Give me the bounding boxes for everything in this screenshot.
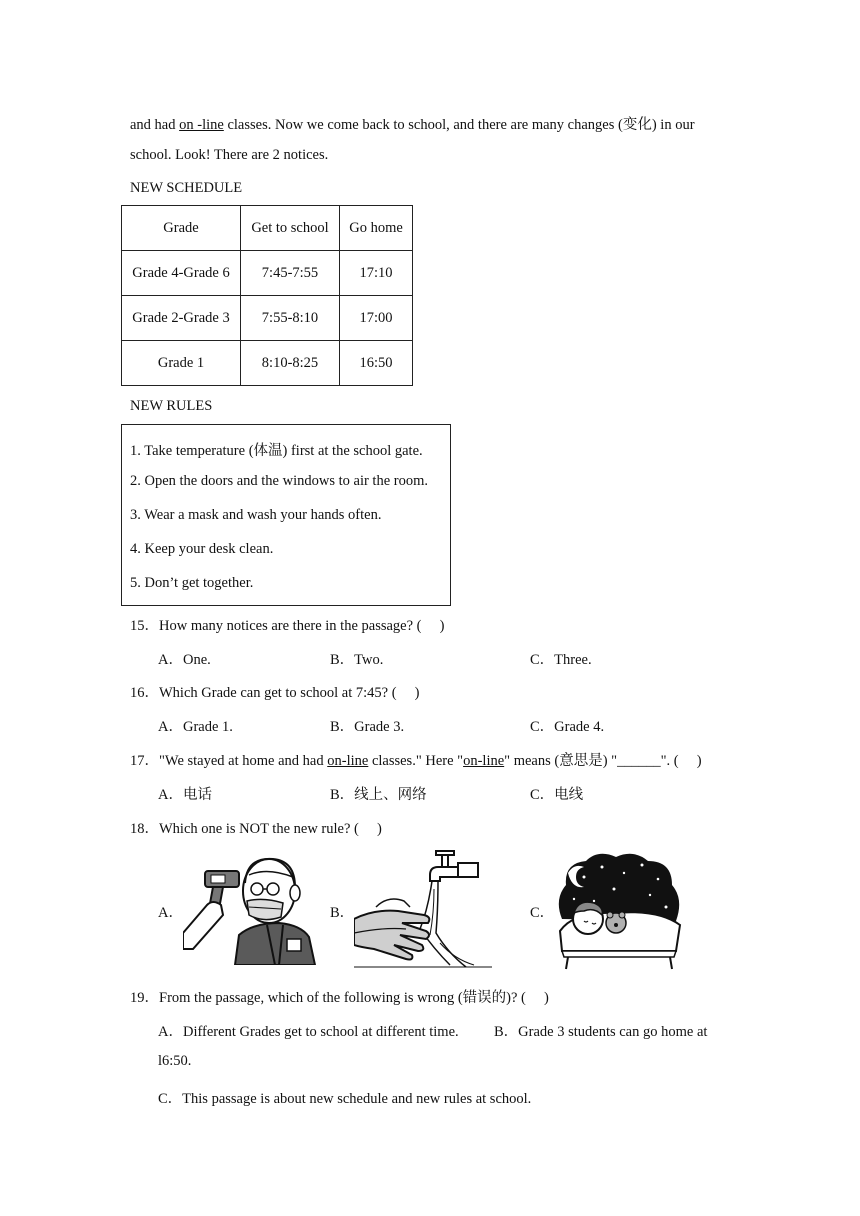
question-17-stem (130, 749, 702, 770)
question-15-option-c: C．Three. (530, 652, 592, 668)
schedule-title: NEW SCHEDULE (130, 180, 243, 196)
question-16-option-a: A．Grade 1. (158, 719, 233, 735)
table-header-cell: Get to school (241, 206, 340, 251)
table-row (122, 341, 413, 386)
table-cell: Grade 2-Grade 3 (122, 296, 241, 341)
sleeping-child-illustration (554, 849, 684, 971)
rule-item: 3. Wear a mask and wash your hands often. (130, 507, 382, 523)
temperature-check-illustration (183, 853, 319, 965)
question-18-option-c: C． (530, 905, 555, 921)
table-cell: 17:00 (340, 296, 413, 341)
table-header-cell: Go home (340, 206, 413, 251)
question-19-option-b-continued: l6:50. (158, 1053, 192, 1069)
table-cell: Grade 1 (122, 341, 241, 386)
rule-item: 4. Keep your desk clean. (130, 541, 274, 557)
rule-item: 1. Take temperature (体温) first at the school gate. (130, 443, 423, 459)
question-15-option-b: B．Two. (330, 652, 384, 668)
underlined-word: on-line (327, 753, 369, 769)
table-cell: 8:10-8:25 (241, 341, 340, 386)
question-18-option-b: B． (330, 905, 355, 921)
rule-item: 5. Don’t get together. (130, 575, 254, 591)
underlined-word: on-line (463, 753, 505, 769)
question-17-option-a: A．电话 (158, 787, 212, 803)
passage-line-2: school. Look! There are 2 notices. (130, 147, 329, 163)
passage-underlined-word: on -line (179, 117, 224, 133)
passage-line-1 (130, 113, 695, 134)
table-cell: 16:50 (340, 341, 413, 386)
question-15-stem: 15．How many notices are there in the passage? ( ) (130, 618, 445, 634)
table-cell: 17:10 (340, 251, 413, 296)
hand-washing-illustration (354, 849, 492, 969)
table-row (122, 296, 413, 341)
question-text: " means (意思是) "______". ( ) (504, 753, 702, 769)
question-text: 17．"We stayed at home and had (130, 753, 328, 769)
question-19-option-c: C．This passage is about new schedule and new rules at school. (158, 1091, 532, 1107)
passage-text: and had (130, 117, 180, 133)
table-cell: 7:45-7:55 (241, 251, 340, 296)
question-18-stem: 18．Which one is NOT the new rule? ( ) (130, 821, 382, 837)
question-19-option-b: B．Grade 3 students can go home at (494, 1024, 708, 1040)
table-header-cell: Grade (122, 206, 241, 251)
passage-text: classes. Now we come back to school, and there are many changes (变化) in our (223, 117, 695, 133)
question-15-option-a: A．One. (158, 652, 211, 668)
schedule-table (121, 205, 413, 386)
table-cell: Grade 4-Grade 6 (122, 251, 241, 296)
question-16-stem: 16．Which Grade can get to school at 7:45? ( ) (130, 685, 420, 701)
question-text: classes." Here " (368, 753, 464, 769)
rules-title: NEW RULES (130, 398, 213, 414)
table-cell: 7:55-8:10 (241, 296, 340, 341)
question-19-option-a: A．Different Grades get to school at different time. (158, 1024, 459, 1040)
rule-item: 2. Open the doors and the windows to air the room. (130, 473, 429, 489)
rules-box (121, 424, 451, 606)
question-17-option-b: B．线上、网络 (330, 787, 427, 803)
question-16-option-c: C．Grade 4. (530, 719, 605, 735)
table-row (122, 251, 413, 296)
table-header-row (122, 206, 413, 251)
question-16-option-b: B．Grade 3. (330, 719, 405, 735)
question-17-option-c: C．电线 (530, 787, 584, 803)
question-18-option-a: A． (158, 905, 183, 921)
question-19-stem: 19．From the passage, which of the following is wrong (错误的)? ( ) (130, 990, 549, 1006)
